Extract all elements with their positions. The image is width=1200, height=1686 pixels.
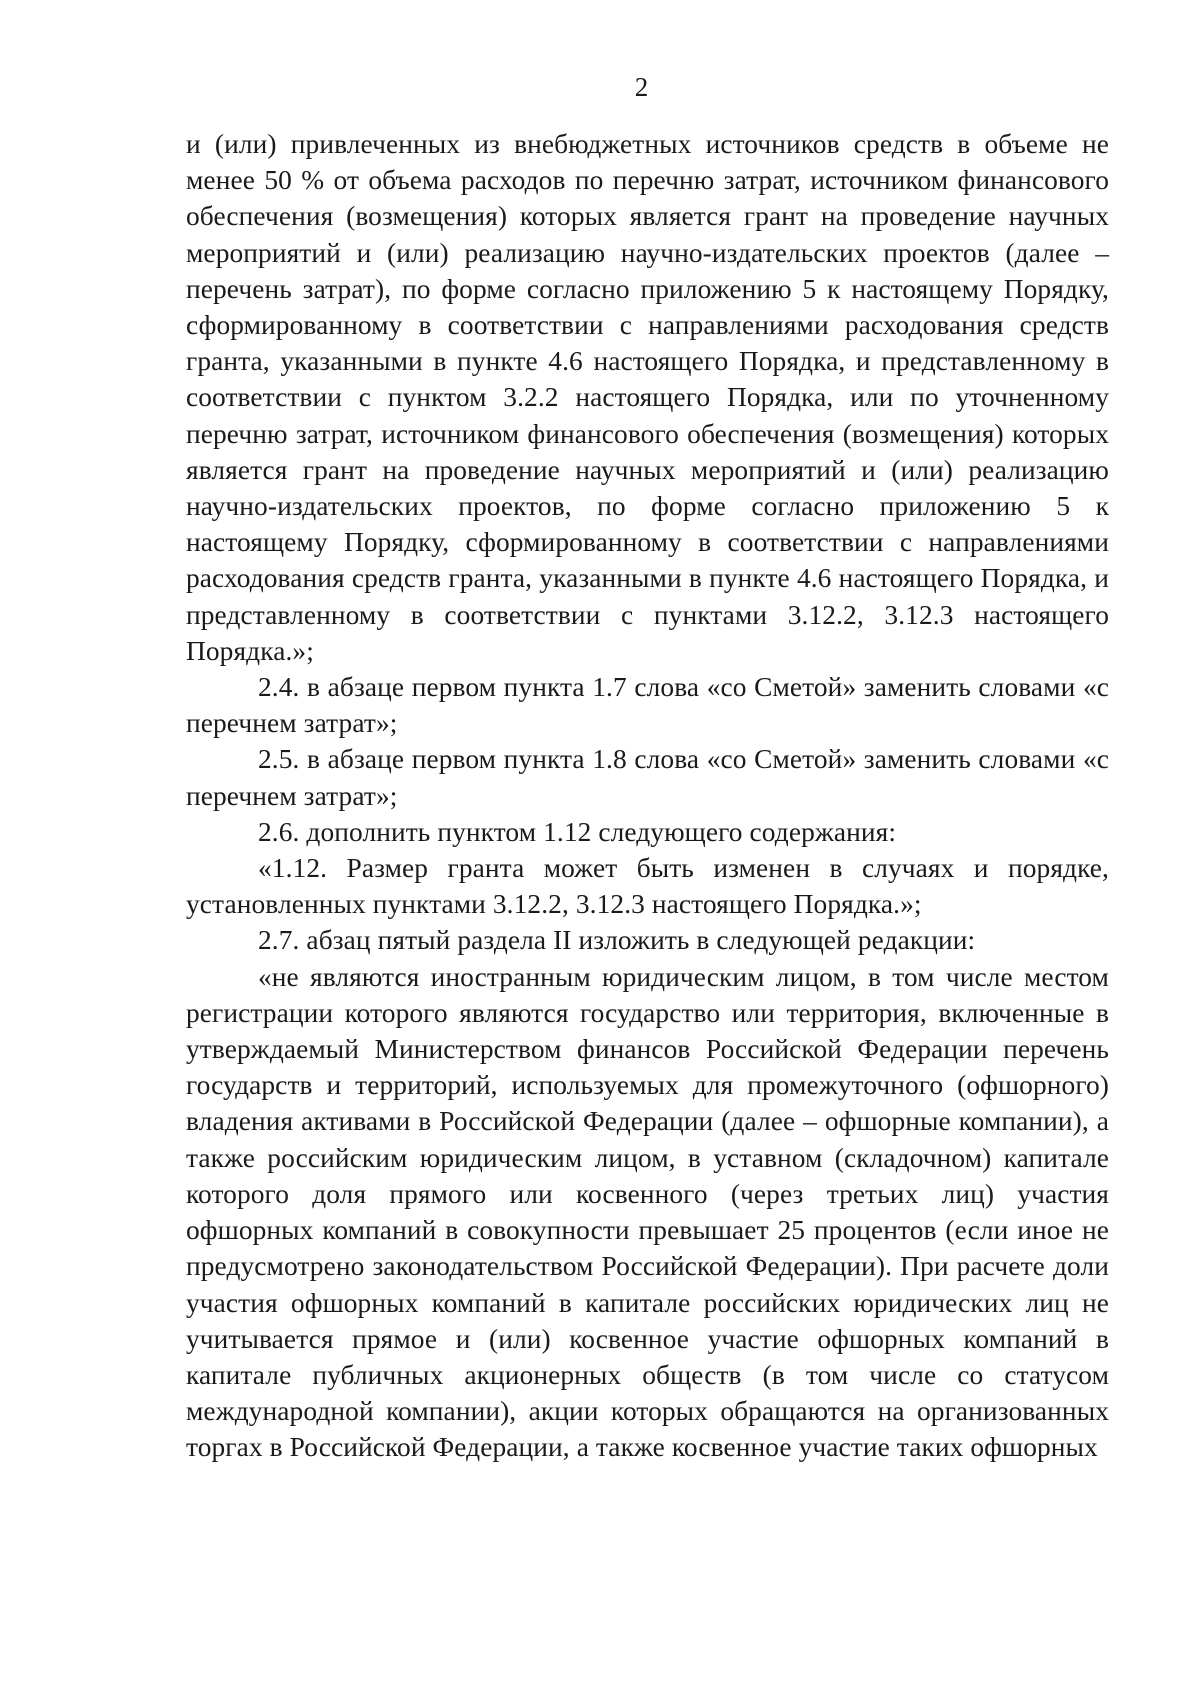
paragraph-item-2-7: 2.7. абзац пятый раздела II изложить в следующей редакции: [258, 925, 976, 956]
page-number: 2 [634, 72, 649, 102]
paragraph-item-2-4: 2.4. в абзаце первом пункта 1.7 слова «со Сметой» заменить словами «с перечнем затрат»; [186, 672, 1109, 739]
paragraph-quote-section-2: «не являются иностранным юридическим лицом, в том числе местом регистрации которого являются государство или территория, включенные в утверждаемый Министерством финансов Российской Федерации перечень государств и территорий, используемых для промежуточного (офшорного) владения активами в Российской Федерации (далее – офшорные компании), а также российским юридическим лицом, в уставном (складочном) капитале которого доля прямого или косвенного (через третьих лиц) участия офшорных компаний в совокупности превышает 25 процентов (если иное не предусмотрено законодательством Российской Федерации). При расчете доли участия офшорных компаний в капитале российских юридических лиц не учитывается прямое и (или) косвенное участие офшорных компаний в капитале публичных акционерных обществ (в том числе со статусом международной компании), акции которых обращаются на организованных торгах в Российской Федерации, а также косвенное участие таких офшорных [186, 961, 1109, 1463]
paragraph-continuation: и (или) привлеченных из внебюджетных источников средств в объеме не менее 50 % от объема расходов по перечню затрат, источником финансового обеспечения (возмещения) которых является грант на проведение научных мероприятий и (или) реализацию научно-издательских проектов (далее – перечень затрат), по форме согласно приложению 5 к настоящему Порядку, сформированному в соответствии с направлениями расходования средств гранта, указанными в пункте 4.6 настоящего Порядка, и представленному в соответствии с пунктом 3.2.2 настоящего Порядка, или по уточненному перечню затрат, источником финансового обеспечения (возмещения) которых является грант на проведение научных мероприятий и (или) реализацию научно-издательских проектов, по форме согласно приложению 5 к настоящему Порядку, сформированному в соответствии с направлениями расходования средств гранта, указанными в пункте 4.6 настоящего Порядка, и представленному в соответствии с пунктами 3.12.2, 3.12.3 настоящего Порядка.»; [186, 129, 1109, 666]
paragraph-item-2-6: 2.6. дополнить пунктом 1.12 следующего содержания: [258, 816, 897, 847]
paragraph-quote-1-12: «1.12. Размер гранта может быть изменен в случаях и порядке, установленных пунктами 3.12.2, 3.12.3 настоящего Порядка.»; [186, 853, 1109, 920]
paragraph-item-2-5: 2.5. в абзаце первом пункта 1.8 слова «со Сметой» заменить словами «с перечнем затрат»; [186, 744, 1109, 811]
document-body [186, 126, 1109, 1466]
